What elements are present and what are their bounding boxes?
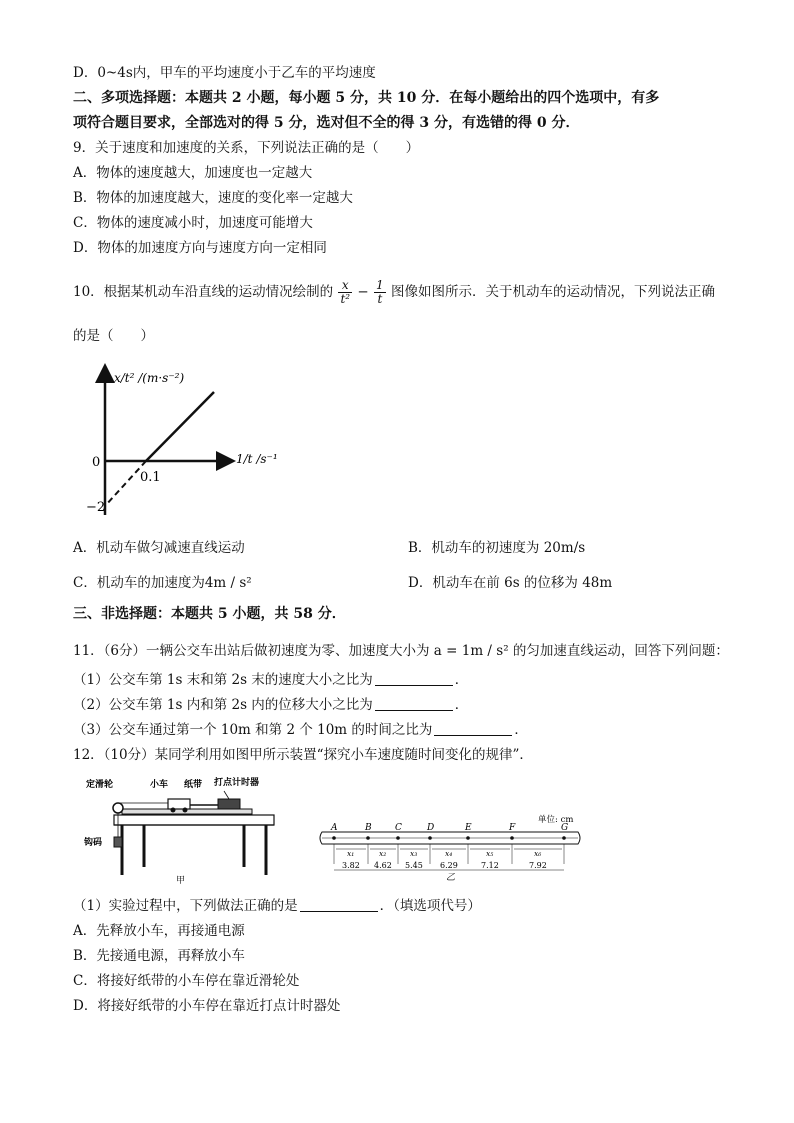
q10-stem <box>73 279 715 306</box>
q12-stem: 12．（10分）某同学利用如图甲所示装置“探究小车速度随时间变化的规律”． <box>73 747 533 763</box>
tape-point <box>510 836 514 840</box>
hanging-weight <box>114 837 122 847</box>
tape-segment-label: x₄ <box>445 849 453 858</box>
ticker-timer <box>218 799 240 809</box>
tape-segment-value: 7.12 <box>481 861 499 870</box>
q9-option-c: C．物体的速度减小时，加速度可能增大 <box>73 215 313 231</box>
label-tape: 纸带 <box>184 780 203 790</box>
q10-option-a: A．机动车做匀减速直线运动 <box>73 540 245 556</box>
apparatus-figure <box>84 775 284 885</box>
cart <box>168 799 190 809</box>
answer-blank[interactable] <box>434 721 512 736</box>
q9-stem: 9．关于速度和加速度的关系，下列说法正确的是（ ） <box>73 140 420 156</box>
label-cart: 小车 <box>150 780 169 790</box>
table-top <box>114 815 274 825</box>
q9-option-b: B．物体的加速度越大，速度的变化率一定越大 <box>73 190 353 206</box>
paper-tape-figure <box>314 812 586 882</box>
q12-part1: （1）实验过程中，下列做法正确的是 ．（填选项代号） <box>73 898 481 914</box>
q8-option-d: D．0~4s内，甲车的平均速度小于乙车的平均速度 <box>73 65 376 81</box>
label-timer: 打点计时器 <box>214 778 260 788</box>
tape-point <box>466 836 470 840</box>
q10-option-b: B．机动车的初速度为 20m/s <box>408 540 586 556</box>
tape-segment-label: x₅ <box>486 849 494 858</box>
tape-point <box>562 836 566 840</box>
q10-fraction-x-over-t2: $\frac{x}{\text{t²}}$ <box>340 278 351 306</box>
answer-blank[interactable] <box>300 897 378 912</box>
tape-segment-value: 3.82 <box>342 861 360 870</box>
caption-jia: 甲 <box>176 876 186 885</box>
q9-option-d: D．物体的加速度方向与速度方向一定相同 <box>73 240 327 256</box>
tape-point-label: D <box>427 823 435 833</box>
tape-unit-label: 单位: cm <box>538 815 574 825</box>
q10-option-d: D．机动车在前 6s 的位移为 48m <box>408 575 613 591</box>
q12-option-d: D．将接好纸带的小车停在靠近打点计时器处 <box>73 998 341 1014</box>
tape-point-label: G <box>561 823 569 833</box>
tape-segment-label: x₆ <box>534 849 542 858</box>
answer-blank[interactable] <box>375 696 453 711</box>
tape-point <box>366 836 370 840</box>
section2-header-line2: 项符合题目要求，全部选对的得 5 分，选对但不全的得 3 分，有选错的得 0 分． <box>73 115 580 131</box>
q11-stem: 11．（6分）一辆公交车出站后做初速度为零、加速度大小为 a = 1m / s² 的匀加速直线运动，回答下列问题： <box>73 643 729 659</box>
tape-segment-value: 5.45 <box>405 861 423 870</box>
tape-point-label: B <box>365 823 372 833</box>
tape-point-label: A <box>331 823 338 833</box>
q10-stem-line2: 的是（ ） <box>73 328 154 344</box>
q11-part3: （3）公交车通过第一个 10m 和第 2 个 10m 的时间之比为 ． <box>73 722 528 738</box>
caption-yi: 乙 <box>446 873 456 882</box>
q10-graph <box>78 360 298 520</box>
graph-x-label: 1/t /s⁻¹ <box>236 452 278 466</box>
tape-point-label: F <box>509 823 516 833</box>
tape-segment-value: 4.62 <box>374 861 392 870</box>
label-pulley: 定滑轮 <box>86 780 114 790</box>
tape-point <box>332 836 336 840</box>
tape-point <box>428 836 432 840</box>
tape-segment-value: 7.92 <box>529 861 547 870</box>
pulley <box>113 803 123 813</box>
tape-point-label: C <box>395 823 402 833</box>
q10-stem-prefix: 10．根据某机动车沿直线的运动情况绘制的 <box>73 284 334 300</box>
q10-stem-suffix: 图像如图所示．关于机动车的运动情况，下列说法正确 <box>390 284 715 300</box>
tape-segment-label: x₂ <box>379 849 387 858</box>
q12-option-a: A．先释放小车，再接通电源 <box>73 923 245 939</box>
tape-segment-label: x₁ <box>347 849 355 858</box>
tape-point <box>396 836 400 840</box>
graph-y-intercept-label: −2 <box>86 500 106 515</box>
graph-y-label: x/t² /(m·s⁻²) <box>114 371 185 385</box>
tape-segment-value: 6.29 <box>440 861 458 870</box>
graph-x-intercept-label: 0.1 <box>140 470 161 485</box>
tape-point-label: E <box>465 823 472 833</box>
q12-option-c: C．将接好纸带的小车停在靠近滑轮处 <box>73 973 300 989</box>
section3-header: 三、非选择题：本题共 5 小题，共 58 分． <box>73 606 346 622</box>
q9-option-a: A．物体的速度越大，加速度也一定越大 <box>73 165 313 181</box>
label-weight: 钩码 <box>84 838 103 848</box>
q10-minus: − <box>357 284 369 300</box>
graph-data-line <box>146 392 214 461</box>
section2-header-line1: 二、多项选择题：本题共 2 小题，每小题 5 分，共 10 分．在每小题给出的四个选项中，有多 <box>73 90 660 106</box>
q12-option-b: B．先接通电源，再释放小车 <box>73 948 245 964</box>
q11-part1: （1）公交车第 1s 末和第 2s 末的速度大小之比为 ． <box>73 672 469 688</box>
graph-origin-label: 0 <box>92 455 101 470</box>
q11-part2: （2）公交车第 1s 内和第 2s 内的位移大小之比为 ． <box>73 697 469 713</box>
answer-blank[interactable] <box>375 671 453 686</box>
tape-segment-label: x₃ <box>410 849 418 858</box>
q10-fraction-1-over-t: $\frac{1}{t}$ <box>376 278 384 306</box>
q10-option-c: C．机动车的加速度为4m / s² <box>73 575 252 591</box>
